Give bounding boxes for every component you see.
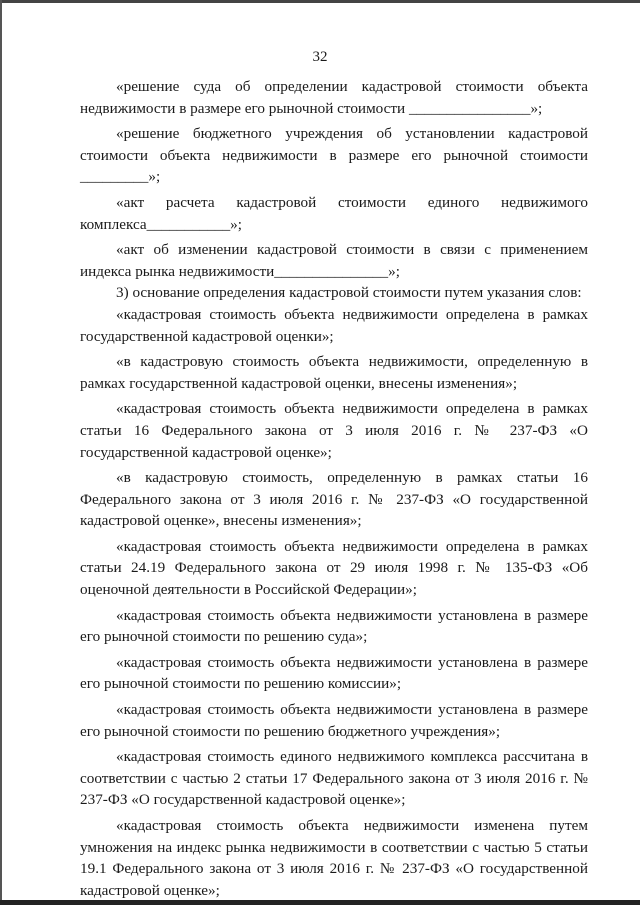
paragraph: «кадастровая стоимость объекта недвижимости установлена в размере его рыночной стоимости по решению бюджетного учреждения»; [80,701,588,740]
paragraph: «кадастровая стоимость объекта недвижимости определена в рамках государственной кадастровой оценки»; [80,305,588,345]
paragraph: «кадастровая стоимость объекта недвижимости установлена в размере его рыночной стоимости по решению комиссии»; [80,653,588,693]
paragraph: «кадастровая стоимость объекта недвижимости определена в рамках статьи 16 Федерального закона от 3 июля 2016 г. № 237-ФЗ «О государственной кадастровой оценке»; [80,400,588,461]
paragraph: 3) основание определения кадастровой стоимости путем указания слов: [116,284,582,302]
paragraph: «кадастровая стоимость объекта недвижимости изменена путем умножения на индекс рынка недвижимости в соответствии с частью 5 статьи 19.1 Федерального закона от 3 июля 2016 г. № 237-ФЗ «О государственной кадастровой оценке»; [80,817,588,899]
document-body [80,76,588,901]
paragraph: «кадастровая стоимость единого недвижимого комплекса рассчитана в соответствии с частью 2 статьи 17 Федерального закона от 3 июля 2016 г. № 237-ФЗ «О государственной кадастровой оценке»; [80,748,588,809]
paragraph: «в кадастровую стоимость объекта недвижимости, определенную в рамках государственной кадастровой оценки, внесены изменения»; [80,353,588,392]
scan-border-top [0,0,640,3]
paragraph: «акт об изменении кадастровой стоимости в связи с применением индекса рынка недвижимости_______________»; [80,241,588,280]
page-number: 32 [312,49,328,65]
paragraph: «решение суда об определении кадастровой стоимости объекта недвижимости в размере его рыночной стоимости ________________»; [80,78,588,117]
scan-border-left [0,0,2,905]
paragraph: «кадастровая стоимость объекта недвижимости определена в рамках статьи 24.19 Федерального закона от 29 июля 1998 г. № 135-ФЗ «Об оценочной деятельности в Российской Федерации»; [80,537,588,599]
paragraph: «кадастровая стоимость объекта недвижимости установлена в размере его рыночной стоимости по решению суда»; [80,606,588,646]
paragraph: «акт расчета кадастровой стоимости единого недвижимого комплекса___________»; [80,193,588,233]
paragraph: «решение бюджетного учреждения об установлении кадастровой стоимости объекта недвижимости в размере его рыночной стоимости _________»; [80,125,588,186]
paragraph: «в кадастровую стоимость, определенную в рамках статьи 16 Федерального закона от 3 июля 2016 г. № 237-ФЗ «О государственной кадастровой оценке», внесены изменения»; [80,469,588,530]
